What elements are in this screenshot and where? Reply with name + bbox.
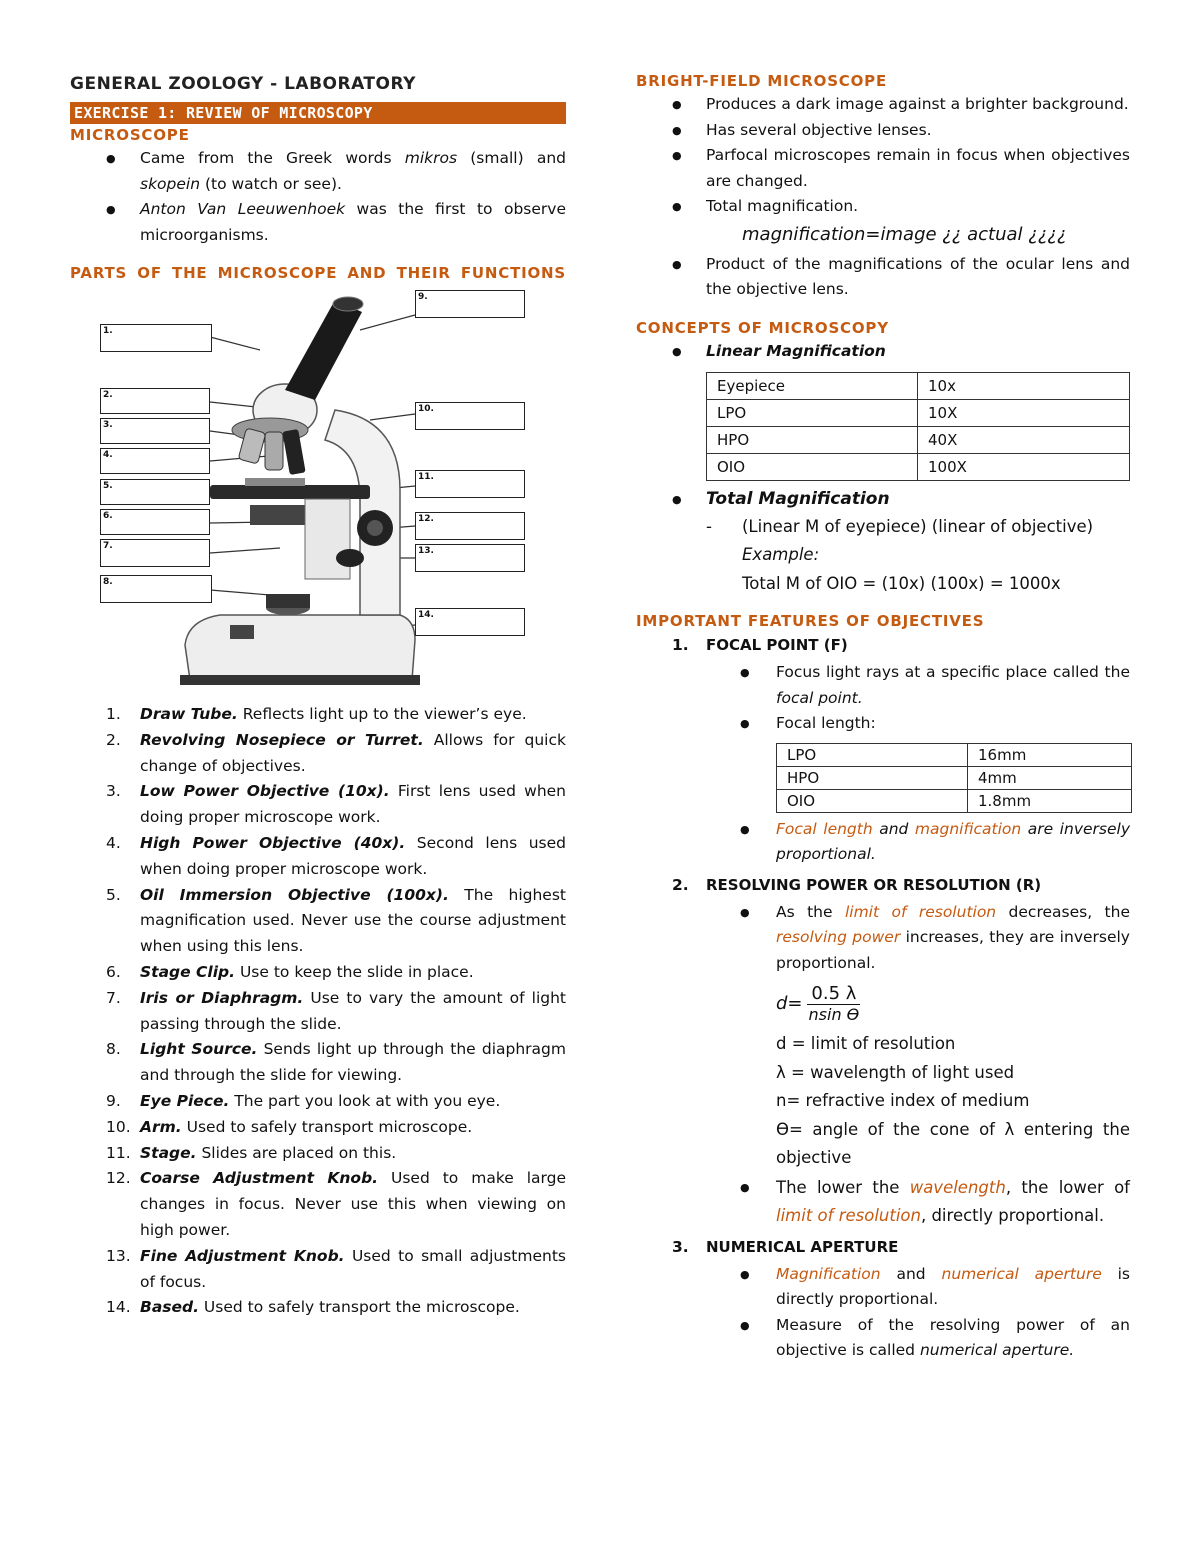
microscope-list bbox=[70, 146, 566, 248]
text: (to watch or see). bbox=[200, 174, 342, 193]
feature-title: FOCAL POINT (F) bbox=[706, 636, 848, 654]
list-item bbox=[636, 339, 1130, 365]
diagram-label-12: 12. bbox=[415, 512, 525, 540]
part-desc: The part you look at with you eye. bbox=[229, 1091, 501, 1110]
term: Linear Magnification bbox=[706, 341, 886, 360]
definition: n= refractive index of medium bbox=[776, 1091, 1030, 1110]
table-cell: HPO bbox=[707, 427, 918, 454]
features-heading: IMPORTANT FEATURES OF OBJECTIVES bbox=[636, 612, 985, 630]
brightfield-list bbox=[636, 92, 1130, 220]
table-row bbox=[777, 743, 1132, 766]
table-row bbox=[707, 427, 1130, 454]
list-item bbox=[636, 817, 1130, 868]
list-item bbox=[636, 1174, 1130, 1230]
part-desc: Used to safely transport the microscope. bbox=[199, 1298, 520, 1317]
list-item bbox=[70, 1037, 566, 1089]
list-item bbox=[636, 660, 1130, 711]
term: resolving power bbox=[776, 928, 901, 946]
table-cell: LPO bbox=[707, 400, 918, 427]
text: Measure of the resolving power of an objective is called bbox=[776, 1315, 1130, 1359]
list-item: ● Product of the magnifications of the ocular lens and the objective lens. bbox=[636, 252, 1130, 303]
part-desc: Use to vary the amount of light passing through the slide. bbox=[140, 988, 566, 1033]
total-magnification-block bbox=[636, 513, 1130, 599]
part-name: Revolving Nosepiece or Turret. bbox=[140, 730, 424, 749]
text: As the bbox=[776, 902, 845, 921]
term: magnification bbox=[914, 819, 1022, 838]
part-desc: Sends light up through the diaphragm and through the slide for viewing. bbox=[140, 1040, 566, 1085]
features-list bbox=[636, 632, 1130, 658]
table-row bbox=[777, 766, 1132, 789]
list-item bbox=[70, 1115, 566, 1141]
eq-lhs: d= bbox=[776, 992, 803, 1014]
concepts-list-2 bbox=[636, 487, 1130, 513]
list-item bbox=[636, 900, 1130, 977]
diagram-label-7: 7. bbox=[100, 539, 210, 567]
feature-title: RESOLVING POWER OR RESOLUTION (R) bbox=[706, 875, 1042, 894]
definition: λ = wavelength of light used bbox=[776, 1062, 1015, 1082]
term: mikros bbox=[404, 149, 458, 167]
table-cell: LPO bbox=[777, 743, 968, 766]
eq-fraction bbox=[805, 983, 864, 1024]
table-cell: 1.8mm bbox=[968, 789, 1132, 812]
item-number: 11. bbox=[106, 1143, 131, 1162]
part-desc: Second lens used when doing proper microscope work. bbox=[140, 833, 566, 878]
part-name: Oil Immersion Objective (100x). bbox=[140, 885, 449, 904]
diagram-label-2: 2. bbox=[100, 388, 210, 414]
list-item: ● Total magnification. bbox=[636, 194, 1130, 220]
term: limit of resolution bbox=[776, 1205, 921, 1225]
list-item bbox=[70, 883, 566, 960]
resolution-definitions bbox=[636, 1030, 1130, 1172]
item-number: 10. bbox=[106, 1117, 131, 1136]
table-cell: 4mm bbox=[968, 766, 1132, 789]
part-name: Eye Piece. bbox=[140, 1091, 230, 1110]
list-item: ● Produces a dark image against a brighter background. bbox=[636, 92, 1130, 118]
part-desc: Slides are placed on this. bbox=[196, 1143, 397, 1162]
part-name: Stage Clip. bbox=[140, 962, 236, 981]
list-item bbox=[636, 1313, 1130, 1364]
item-number: 12. bbox=[106, 1169, 131, 1188]
diagram-label-9: 9. bbox=[415, 290, 525, 318]
part-desc: First lens used when doing proper microscope work. bbox=[140, 782, 566, 827]
focal-length-table bbox=[776, 743, 1132, 813]
example-label: Example: bbox=[742, 545, 820, 564]
part-desc: Used to make large changes in focus. Never use this when viewing on high power. bbox=[140, 1169, 566, 1239]
list-item bbox=[70, 1166, 566, 1243]
part-desc: Allows for quick change of objectives. bbox=[140, 730, 566, 775]
table-cell: 10x bbox=[918, 373, 1130, 400]
list-item bbox=[70, 728, 566, 780]
list-item bbox=[636, 487, 1130, 513]
table-row bbox=[707, 373, 1130, 400]
text: was the first to observe microorganisms. bbox=[140, 200, 566, 244]
feature-title: NUMERICAL APERTURE bbox=[706, 1237, 899, 1256]
diagram-label-8: 8. bbox=[100, 575, 212, 603]
list-item bbox=[70, 1244, 566, 1296]
item-number: 5. bbox=[106, 885, 121, 904]
item-number: 3. bbox=[672, 1237, 689, 1256]
table-row bbox=[707, 400, 1130, 427]
concepts-heading: CONCEPTS OF MICROSCOPY bbox=[636, 318, 889, 337]
list-item bbox=[70, 986, 566, 1038]
term: numerical aperture bbox=[941, 1264, 1102, 1283]
list-item bbox=[70, 779, 566, 831]
item-number: 8. bbox=[106, 1040, 121, 1059]
definition: ϴ= angle of the cone of λ entering the objective bbox=[776, 1119, 1130, 1167]
list-item bbox=[70, 960, 566, 986]
part-desc: The highest magnification used. Never use the course adjustment when using this lens. bbox=[140, 885, 566, 956]
left-column bbox=[70, 70, 566, 1321]
item-number: 4. bbox=[106, 833, 121, 852]
dash: - bbox=[706, 516, 712, 536]
diagram-label-4: 4. bbox=[100, 448, 210, 474]
eq-denominator: nsin ϴ bbox=[808, 1004, 860, 1024]
resolution-equation bbox=[636, 976, 1130, 1030]
list-item bbox=[70, 831, 566, 883]
item-number: 13. bbox=[106, 1246, 131, 1265]
term: Total Magnification bbox=[706, 489, 890, 509]
part-name: Draw Tube. bbox=[140, 705, 238, 723]
list-item bbox=[636, 1262, 1130, 1313]
feature-item bbox=[636, 872, 1130, 898]
feature-item bbox=[636, 632, 1130, 658]
term: numerical aperture. bbox=[919, 1341, 1075, 1359]
table-row bbox=[707, 454, 1130, 481]
table-cell: HPO bbox=[777, 766, 968, 789]
microscope-diagram bbox=[70, 290, 566, 690]
part-name: Fine Adjustment Knob. bbox=[140, 1246, 345, 1265]
list-item bbox=[70, 702, 566, 728]
item-number: 9. bbox=[106, 1091, 121, 1110]
text: are inversely proportional. bbox=[776, 819, 1130, 863]
diagram-label-13: 13. bbox=[415, 544, 525, 572]
list-item bbox=[70, 1141, 566, 1167]
table-cell: 16mm bbox=[968, 743, 1132, 766]
diagram-label-1: 1. bbox=[100, 324, 212, 352]
text: The lower the bbox=[776, 1177, 910, 1197]
eq-numerator: 0.5 λ bbox=[807, 983, 860, 1005]
text: and bbox=[872, 819, 915, 838]
brightfield-heading: BRIGHT-FIELD MICROSCOPE bbox=[636, 72, 888, 90]
text: , the lower of bbox=[1005, 1177, 1130, 1197]
item-number: 1. bbox=[106, 705, 121, 723]
term: Magnification bbox=[776, 1264, 881, 1283]
magnification-formula: magnification=image ¿¿ actual ¿¿¿¿ bbox=[742, 223, 1067, 245]
item-number: 7. bbox=[106, 988, 121, 1007]
focal-list-2 bbox=[636, 817, 1130, 868]
list-item: ● Parfocal microscopes remain in focus when objectives are changed. bbox=[636, 143, 1130, 194]
diagram-label-14: 14. bbox=[415, 608, 525, 636]
diagram-label-11: 11. bbox=[415, 470, 525, 498]
text: Came from the Greek words bbox=[140, 149, 405, 167]
part-name: Light Source. bbox=[140, 1040, 258, 1059]
part-name: Stage. bbox=[140, 1143, 197, 1162]
term: wavelength bbox=[909, 1177, 1006, 1197]
table-cell: OIO bbox=[777, 789, 968, 812]
features-list-2 bbox=[636, 872, 1130, 898]
table-cell: Eyepiece bbox=[707, 373, 918, 400]
list-item bbox=[70, 1089, 566, 1115]
focal-list bbox=[636, 660, 1130, 737]
term: limit of resolution bbox=[844, 902, 997, 921]
text: increases, they are inversely proportional. bbox=[776, 928, 1130, 972]
list-item bbox=[70, 146, 566, 197]
example: Total M of OIO = (10x) (100x) = 1000x bbox=[742, 573, 1061, 593]
brightfield-list-2 bbox=[636, 252, 1130, 303]
item-number: 14. bbox=[106, 1298, 131, 1317]
part-desc: Reflects light up to the viewer’s eye. bbox=[237, 705, 527, 723]
exercise-banner: EXERCISE 1: REVIEW OF MICROSCOPY bbox=[70, 102, 566, 124]
term: focal point. bbox=[776, 688, 863, 707]
diagram-label-3: 3. bbox=[100, 418, 210, 444]
features-list-3 bbox=[636, 1234, 1130, 1260]
resolution-list bbox=[636, 900, 1130, 977]
diagram-label-10: 10. bbox=[415, 402, 525, 430]
list-item: ● Focal length: bbox=[636, 711, 1130, 737]
part-desc: Use to keep the slide in place. bbox=[235, 962, 474, 981]
part-name: Coarse Adjustment Knob. bbox=[140, 1169, 379, 1188]
list-item bbox=[70, 197, 566, 248]
part-name: Arm. bbox=[140, 1117, 182, 1136]
part-name: Low Power Objective (10x). bbox=[140, 782, 390, 801]
text: decreases, the bbox=[996, 902, 1130, 921]
item-number: 2. bbox=[106, 730, 121, 749]
part-name: Based. bbox=[140, 1298, 199, 1317]
doc-title: GENERAL ZOOLOGY - LABORATORY bbox=[70, 74, 416, 94]
concepts-list bbox=[636, 339, 1130, 365]
text: Focus light rays at a specific place called the bbox=[776, 663, 1130, 681]
parts-list bbox=[70, 702, 566, 1321]
table-cell: OIO bbox=[707, 454, 918, 481]
aperture-list bbox=[636, 1262, 1130, 1364]
resolution-list-2 bbox=[636, 1174, 1130, 1230]
part-desc: Used to safely transport microscope. bbox=[181, 1117, 473, 1136]
text: and bbox=[880, 1264, 942, 1283]
table-cell: 40X bbox=[918, 427, 1130, 454]
item-number: 1. bbox=[672, 636, 689, 654]
term: skopein bbox=[140, 174, 201, 193]
part-name: High Power Objective (40x). bbox=[140, 833, 406, 852]
part-desc: Used to small adjustments of focus. bbox=[140, 1246, 566, 1291]
item-number: 2. bbox=[672, 875, 689, 894]
definition: d = limit of resolution bbox=[776, 1034, 956, 1053]
parts-heading: PARTS OF THE MICROSCOPE AND THEIR FUNCTIONS bbox=[70, 264, 566, 282]
item-number: 3. bbox=[106, 782, 121, 801]
table-cell: 10X bbox=[918, 400, 1130, 427]
text: (small) and bbox=[457, 149, 566, 167]
list-item bbox=[70, 1295, 566, 1321]
term: Anton Van Leeuwenhoek bbox=[140, 200, 346, 218]
table-row bbox=[777, 789, 1132, 812]
total-line: (Linear M of eyepiece) (linear of objective) bbox=[742, 516, 1094, 536]
table-cell: 100X bbox=[918, 454, 1130, 481]
text: , directly proportional. bbox=[920, 1205, 1105, 1225]
feature-item bbox=[636, 1234, 1130, 1260]
linear-magnification-table bbox=[706, 372, 1130, 481]
diagram-label-5: 5. bbox=[100, 479, 210, 505]
part-name: Iris or Diaphragm. bbox=[140, 988, 304, 1007]
right-column bbox=[636, 70, 1130, 1364]
item-number: 6. bbox=[106, 962, 121, 981]
diagram-label-6: 6. bbox=[100, 509, 210, 535]
term: Focal length bbox=[776, 819, 873, 838]
text: is directly proportional. bbox=[776, 1264, 1130, 1308]
list-item: ● Has several objective lenses. bbox=[636, 118, 1130, 144]
microscope-heading: MICROSCOPE bbox=[70, 126, 190, 144]
